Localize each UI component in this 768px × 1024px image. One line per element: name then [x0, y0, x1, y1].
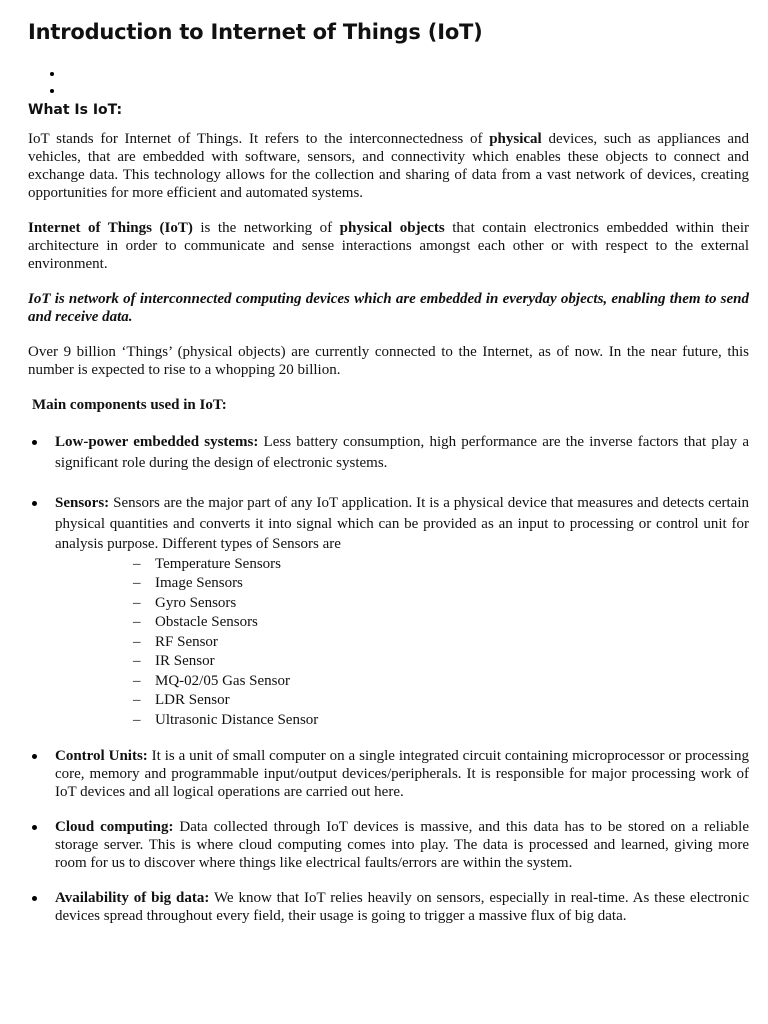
- sensor-type-item: – Ultrasonic Distance Sensor: [155, 711, 749, 731]
- bold-text: physical objects: [339, 220, 445, 236]
- component-control-units: [28, 747, 749, 801]
- component-sensors: [28, 493, 749, 730]
- component-term: Control Units:: [55, 748, 148, 764]
- component-term: Sensors:: [55, 495, 110, 511]
- component-term: Cloud computing:: [55, 819, 174, 835]
- sensor-type-item: – LDR Sensor: [155, 691, 749, 711]
- definition-paragraph: [28, 130, 749, 202]
- component-text: Data collected through IoT devices is massive, and this data has to be stored on a reliable storage server. This is where cloud computing comes into play. The data is processed and learned, giving more room for us to discover where things like electrical faults/errors are within the system.: [55, 819, 749, 871]
- sensor-type-item: – RF Sensor: [155, 633, 749, 653]
- empty-bullet-list: [28, 66, 749, 100]
- empty-bullet: [28, 83, 749, 100]
- component-low-power: [28, 432, 749, 473]
- bold-text: physical: [489, 131, 542, 147]
- sensor-types-list: [55, 555, 749, 731]
- component-text: We know that IoT relies heavily on sensors, especially in real-time. As these electronic devices spread throughout every field, their usage is going to trigger a massive flux of big data.: [55, 890, 749, 924]
- component-text: Less battery consumption, high performance are the inverse factors that play a significant role during the design of electronic systems.: [55, 434, 750, 471]
- sensor-type-item: – Gyro Sensors: [155, 594, 749, 614]
- sensor-type-item: – Obstacle Sensors: [155, 613, 749, 633]
- what-is-iot-heading: What Is IoT:: [28, 102, 123, 118]
- sensor-type-item: – MQ-02/05 Gas Sensor: [155, 672, 749, 692]
- component-cloud-computing: [28, 818, 749, 872]
- sensor-type-item: – Temperature Sensors: [155, 555, 749, 575]
- text-run: is the networking of: [192, 220, 340, 236]
- networking-paragraph: [28, 219, 749, 273]
- component-term: Low-power embedded systems:: [55, 434, 259, 450]
- page-title: Introduction to Internet of Things (IoT): [28, 20, 483, 44]
- text-run: devices, such as appliances and vehicles, that are embedded with software, sensors, and connectivity which enables these objects to connect and exchange data. This technology allows for the collection and sharing of data from a vast network of devices, creating opportunities for more efficient and automated systems.: [28, 131, 749, 201]
- component-term: Availability of big data:: [55, 890, 210, 906]
- components-list: [28, 432, 749, 925]
- components-heading: Main components used in IoT:: [32, 397, 227, 413]
- empty-bullet: [28, 66, 749, 83]
- component-text: It is a unit of small computer on a single integrated circuit containing microprocessor or processing core, memory and programmable input/output devices/peripherals. It is responsible for major processing work of IoT devices and all logical operations are carried out here.: [55, 748, 749, 800]
- sensor-type-item: – Image Sensors: [155, 574, 749, 594]
- sensor-type-item: – IR Sensor: [155, 652, 749, 672]
- component-big-data: [28, 889, 749, 925]
- bold-text: Internet of Things (IoT): [28, 220, 193, 236]
- text-run: IoT stands for Internet of Things. It refers to the interconnectedness of: [28, 131, 490, 147]
- statistics-paragraph: Over 9 billion ‘Things’ (physical objects) are currently connected to the Internet, as of now. In the near future, this number is expected to rise to a whopping 20 billion.: [28, 344, 749, 378]
- emphasis-paragraph: IoT is network of interconnected computing devices which are embedded in everyday objects, enabling them to send and receive data.: [28, 291, 749, 325]
- component-text: Sensors are the major part of any IoT application. It is a physical device that measures and detects certain physical quantities and converts it into signal which can be provided as an input to processing or control unit for analysis purpose. Different types of Sensors are: [55, 495, 749, 552]
- text-run: that contain electronics embedded within their architecture in order to communicate and sense interactions amongst each other or with respect to the external environment.: [28, 220, 749, 272]
